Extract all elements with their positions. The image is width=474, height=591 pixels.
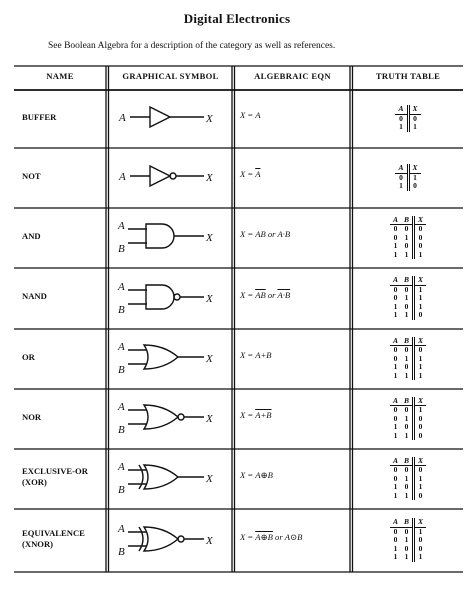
truth-table-cell: 1 [393, 482, 398, 492]
algebraic-equation [240, 532, 302, 543]
truth-table-cell: 1 [393, 422, 398, 432]
or-symbol [112, 337, 230, 382]
truth-table-cell: 0 [414, 536, 427, 545]
not-symbol [112, 156, 230, 201]
output-label-x: X [206, 473, 213, 485]
truth-table [378, 105, 438, 132]
truth-table [378, 276, 438, 320]
truth-table-cell: 0 [414, 225, 427, 234]
buffer-symbol [112, 97, 230, 142]
truth-table-header [395, 164, 420, 173]
equation-part: A·B [277, 289, 291, 300]
truth-table-cell: 0 [393, 232, 398, 242]
truth-table [378, 337, 438, 381]
truth-table-cell: 0 [393, 284, 398, 294]
truth-table-cell: 1 [393, 301, 398, 311]
truth-table-cell: 1 [393, 370, 398, 380]
truth-table-cell: 1 [404, 293, 409, 303]
output-label-x: X [206, 113, 213, 125]
and-symbol [112, 216, 230, 261]
algebraic-equation [240, 410, 272, 420]
truth-table-cell: A [390, 457, 401, 466]
header-name: NAME [46, 71, 74, 81]
equation-part: A+B [255, 410, 272, 420]
truth-table-cell: 1 [404, 232, 409, 242]
truth-table-cell: 0 [393, 535, 398, 545]
input-label-a: A [119, 112, 126, 124]
xor-symbol [112, 457, 230, 502]
algebraic-equation [240, 350, 272, 360]
equation-part: X = AB or A·B [240, 229, 291, 239]
input-label-a: A [118, 401, 125, 413]
truth-table-cell: 1 [404, 370, 409, 380]
truth-table [378, 216, 438, 260]
input-label-b: B [118, 364, 125, 376]
equation-part: X = A⊕B [240, 470, 273, 480]
output-label-x: X [206, 232, 213, 244]
truth-table-cell: 0 [404, 362, 409, 372]
equation-part: $\overline{AB}$ [255, 289, 266, 300]
truth-table-cell: 0 [404, 405, 409, 415]
truth-table-cell: 1 [414, 355, 427, 364]
equation-part: X = [240, 410, 256, 420]
truth-table-cell: 1 [408, 123, 421, 132]
algebraic-equation [240, 110, 260, 120]
truth-table-cell: A [395, 105, 408, 114]
truth-table-cell: 1 [404, 413, 409, 423]
output-label-x: X [206, 172, 213, 184]
truth-table-cell: 0 [393, 345, 398, 355]
truth-table-cell: 1 [414, 372, 427, 381]
page-subtitle: See Boolean Algebra for a description of the category as well as references. [48, 41, 336, 51]
truth-table-cell: 1 [393, 310, 398, 320]
truth-table-cell: 1 [414, 285, 427, 294]
truth-table-cell: 1 [393, 552, 398, 562]
truth-table-cell: 1 [393, 362, 398, 372]
truth-table-cell: X [414, 276, 427, 285]
truth-table-cell: X [414, 457, 427, 466]
truth-table-cell: 0 [404, 301, 409, 311]
input-label-a: A [118, 220, 125, 232]
input-label-b: B [118, 243, 125, 255]
truth-table-cell: 0 [414, 545, 427, 554]
truth-table-cell: 1 [404, 535, 409, 545]
gate-name-line: BUFFER [22, 111, 57, 122]
truth-table-cell: A [390, 518, 401, 527]
truth-table-row [395, 182, 420, 191]
truth-table-cell: 0 [414, 346, 427, 355]
truth-table-cell: B [401, 397, 414, 406]
truth-table-cell: 1 [414, 303, 427, 312]
input-label-a: A [118, 341, 125, 353]
equation-part: X = A+B [240, 350, 272, 360]
truth-table-cell: 0 [408, 114, 421, 123]
truth-table-cell: 0 [414, 415, 427, 424]
truth-table-cell: 0 [404, 465, 409, 475]
input-label-b: B [118, 545, 125, 558]
truth-table-cell: 0 [393, 224, 398, 234]
algebraic-equation [240, 229, 290, 239]
truth-table-cell: 0 [404, 526, 409, 536]
truth-table-cell: 1 [393, 490, 398, 500]
truth-table-cell: 0 [414, 432, 427, 441]
truth-table-cell: 1 [393, 430, 398, 440]
equation-part: X = [240, 531, 256, 542]
gate-name-line: NAND [22, 291, 47, 301]
gate-name-line: NOR [22, 411, 42, 422]
truth-table-cell: 1 [414, 553, 427, 562]
truth-table-cell: 0 [393, 526, 398, 536]
truth-table-cell: 0 [393, 465, 398, 475]
truth-table-header [390, 276, 426, 285]
truth-table-cell: 1 [404, 552, 409, 562]
header-algebraic-eqn: ALGEBRAIC EQN [254, 71, 331, 81]
truth-table-cell: B [401, 337, 414, 346]
gate-name-line: AND [22, 230, 41, 241]
gate-name [22, 112, 56, 123]
header-truth-table: TRUTH TABLE [375, 71, 441, 81]
input-label-b: B [118, 424, 125, 436]
truth-table-row [395, 123, 420, 132]
output-label-x: X [206, 353, 213, 365]
truth-table-cell: X [414, 337, 427, 346]
gate-name-line: EQUIVALENCE [22, 527, 85, 538]
gate-name [22, 352, 35, 363]
truth-table-cell: 1 [404, 249, 409, 259]
equation-part: X = [240, 169, 256, 179]
output-label-x: X [206, 534, 213, 547]
truth-table-cell: 0 [404, 345, 409, 355]
truth-table-cell: 0 [414, 466, 427, 475]
truth-table-cell: 0 [404, 284, 409, 294]
truth-table-cell: 0 [393, 353, 398, 363]
truth-table-cell: X [408, 105, 421, 114]
truth-table-cell: 0 [393, 413, 398, 423]
truth-table [378, 164, 438, 191]
truth-table-cell: X [414, 216, 427, 225]
truth-table-cell: X [408, 164, 421, 173]
truth-table-cell: 1 [404, 473, 409, 483]
input-label-b: B [118, 303, 125, 316]
input-label-a: A [118, 461, 125, 473]
gate-name [22, 466, 88, 488]
truth-table-cell: A [390, 397, 401, 406]
gate-name [22, 528, 85, 550]
truth-table-row [390, 372, 426, 381]
output-label-x: X [206, 413, 213, 425]
nor-symbol [112, 397, 230, 442]
truth-table-cell: 1 [414, 483, 427, 492]
page-title: Digital Electronics [183, 11, 291, 26]
xnor-symbol [112, 519, 230, 564]
truth-table-cell: A [390, 337, 401, 346]
nand-symbol [112, 277, 230, 322]
truth-table-cell: 1 [404, 353, 409, 363]
truth-table-cell: 1 [408, 173, 421, 182]
truth-table [378, 457, 438, 501]
truth-table-row [390, 432, 426, 441]
truth-table-cell: 0 [414, 311, 427, 320]
algebraic-equation [240, 169, 260, 179]
algebraic-equation [240, 470, 273, 481]
gate-name [22, 291, 47, 302]
equation-part: X = A [240, 110, 261, 120]
truth-table-cell: 1 [414, 251, 427, 260]
truth-table-cell: 0 [404, 543, 409, 553]
gate-name-line: EXCLUSIVE-OR [22, 466, 88, 476]
truth-table-cell: 0 [414, 242, 427, 251]
truth-table-header [390, 518, 426, 527]
gate-name-line: (XNOR) [22, 538, 54, 549]
truth-table-cell: 1 [404, 490, 409, 500]
truth-table-cell: 0 [399, 172, 403, 182]
truth-table-cell: 0 [408, 182, 421, 191]
truth-table-cell: B [401, 518, 414, 527]
equation-part: or [265, 289, 278, 300]
truth-table-cell: 0 [404, 482, 409, 492]
equation-part: or A⊙B [272, 531, 303, 542]
truth-table-cell: 1 [399, 122, 403, 132]
truth-table-cell: 0 [399, 113, 403, 123]
output-label-x: X [206, 292, 213, 305]
equation-part: X = [240, 289, 256, 300]
truth-table [378, 397, 438, 441]
equation-part: $\overline{A}$ [255, 169, 261, 179]
truth-table-cell: 0 [404, 422, 409, 432]
truth-table-cell: 0 [414, 234, 427, 243]
truth-table-cell: 1 [399, 181, 403, 191]
truth-table-row [390, 553, 426, 562]
truth-table-row [390, 492, 426, 501]
input-label-a: A [118, 280, 125, 293]
truth-table [378, 518, 438, 562]
truth-table-cell: 1 [404, 430, 409, 440]
input-label-a: A [119, 171, 126, 183]
truth-table-cell: 1 [414, 475, 427, 484]
truth-table-row [390, 251, 426, 260]
truth-table-cell: 1 [393, 543, 398, 553]
gate-name-line: (XOR) [22, 477, 47, 487]
truth-table-cell: B [401, 457, 414, 466]
gate-name-line: NOT [22, 170, 41, 181]
truth-table-cell: 1 [393, 241, 398, 251]
truth-table-cell: 1 [404, 310, 409, 320]
truth-table-cell: X [414, 518, 427, 527]
gate-name [22, 171, 41, 182]
truth-table-cell: 0 [393, 473, 398, 483]
truth-table-cell: A [390, 276, 401, 285]
gate-name [22, 231, 41, 242]
algebraic-equation [240, 290, 290, 300]
truth-table-cell: 1 [414, 527, 427, 536]
truth-table-row [390, 311, 426, 320]
truth-table-cell: A [395, 164, 408, 173]
truth-table-cell: 1 [414, 406, 427, 415]
header-graphical-symbol: GRAPHICAL SYMBOL [122, 71, 219, 81]
input-label-b: B [118, 484, 125, 496]
truth-table-cell: 0 [414, 423, 427, 432]
truth-table-cell: A [390, 216, 401, 225]
truth-table-cell: 0 [404, 241, 409, 251]
truth-table-cell: 0 [404, 224, 409, 234]
truth-table-cell: 1 [414, 363, 427, 372]
input-label-a: A [118, 522, 125, 535]
truth-table-cell: B [401, 216, 414, 225]
truth-table-cell: 1 [414, 294, 427, 303]
truth-table-cell: 1 [393, 249, 398, 259]
truth-table-cell: B [401, 276, 414, 285]
equation-part: A⊕B [255, 531, 273, 542]
truth-table-cell: 0 [393, 293, 398, 303]
truth-table-cell: 0 [414, 492, 427, 501]
truth-table-cell: X [414, 397, 427, 406]
truth-table-cell: 0 [393, 405, 398, 415]
gate-name [22, 412, 41, 423]
truth-table-header [395, 105, 420, 114]
gate-name-line: OR [22, 351, 35, 362]
